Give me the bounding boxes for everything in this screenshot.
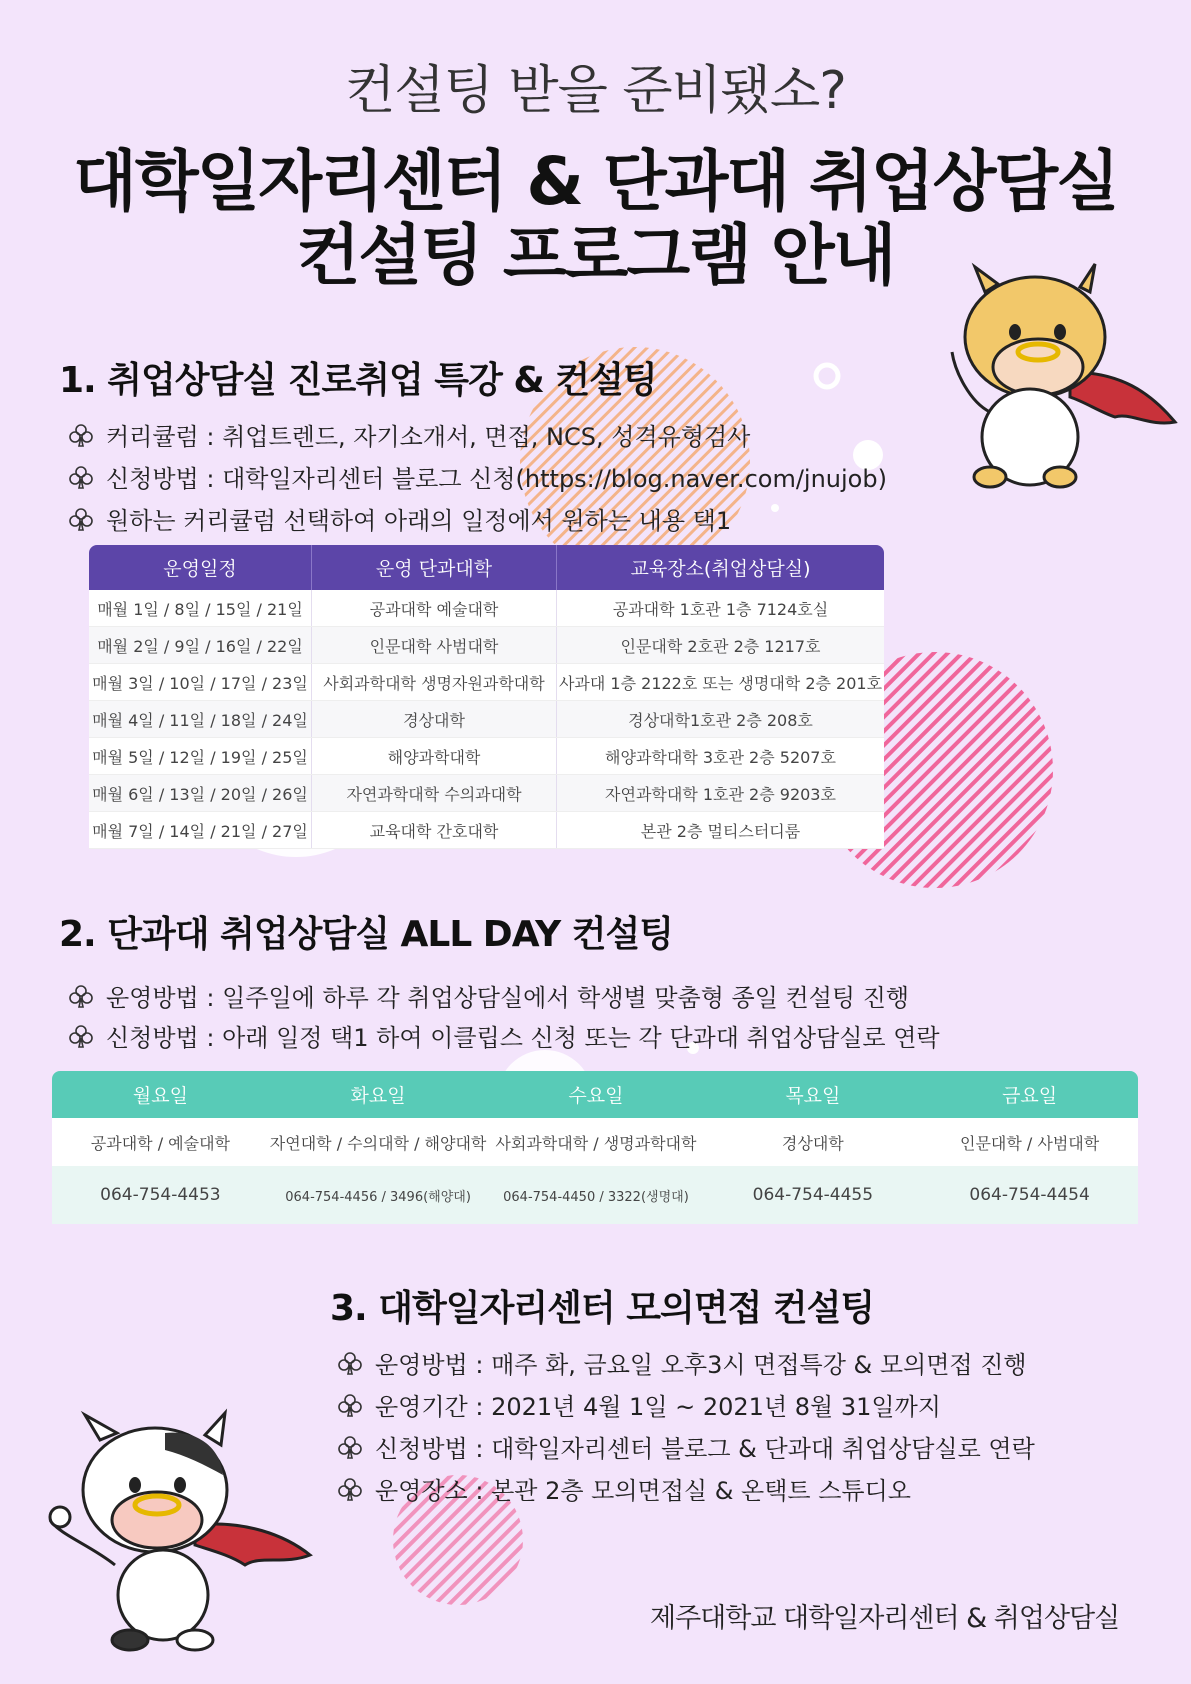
bullet-text: 원하는 커리큘럼 선택하여 아래의 일정에서 원하는 내용 택1 xyxy=(106,507,732,535)
table-cell: 사회과학대학 생명자원과학대학 xyxy=(312,664,557,701)
table-row xyxy=(89,701,884,738)
club-icon xyxy=(68,422,94,448)
table-cell: 064-754-4450 / 3322(생명대) xyxy=(487,1166,704,1224)
table-header: 월요일 xyxy=(52,1071,269,1118)
table-cell: 자연대학 / 수의대학 / 해양대학 xyxy=(269,1118,488,1166)
table-cell: 경상대학 xyxy=(705,1118,922,1166)
poster-title-line1: 대학일자리센터 & 단과대 취업상담실 xyxy=(73,143,1118,220)
table-cell: 해양과학대학 3호관 2층 5207호 xyxy=(557,738,885,775)
table-cell: 인문대학 2호관 2층 1217호 xyxy=(557,627,885,664)
table-cell: 사회과학대학 / 생명과학대학 xyxy=(487,1118,704,1166)
table-cell: 교육대학 간호대학 xyxy=(312,812,557,849)
table-row xyxy=(89,664,884,701)
table-cell: 인문대학 사범대학 xyxy=(312,627,557,664)
section3-title: 3. 대학일자리센터 모의면접 컨설팅 xyxy=(330,1288,875,1329)
table-cell: 본관 2층 멀티스터디룸 xyxy=(557,812,885,849)
table-cell: 매월 6일 / 13일 / 20일 / 26일 xyxy=(89,775,312,812)
section1-bullet xyxy=(68,501,731,536)
section1-bullet xyxy=(68,459,887,494)
table-cell: 공과대학 1호관 1층 7124호실 xyxy=(557,590,885,627)
table-row xyxy=(89,812,884,849)
poster-subtitle: 컨설팅 받을 준비됐소? xyxy=(345,61,846,121)
table-cell: 매월 2일 / 9일 / 16일 / 22일 xyxy=(89,627,312,664)
bullet-text: 신청방법 : 아래 일정 택1 하여 이클립스 신청 또는 각 단과대 취업상담실로 연락 xyxy=(106,1024,940,1052)
club-icon xyxy=(68,464,94,490)
table-cell: 인문대학 / 사범대학 xyxy=(921,1118,1138,1166)
table-header: 목요일 xyxy=(705,1071,922,1118)
poster-title-line2: 컨설팅 프로그램 안내 xyxy=(296,217,895,294)
allday-table xyxy=(52,1071,1138,1224)
section3-bullet xyxy=(337,1429,1035,1464)
schedule-table xyxy=(89,545,884,849)
table-cell: 매월 7일 / 14일 / 21일 / 27일 xyxy=(89,812,312,849)
table-row xyxy=(52,1166,1138,1224)
table-row xyxy=(52,1118,1138,1166)
table-header: 운영일정 xyxy=(89,545,312,590)
club-icon xyxy=(337,1350,363,1376)
section3-bullet xyxy=(337,1387,941,1422)
section1-title: 1. 취업상담실 진로취업 특강 & 컨설팅 xyxy=(59,360,657,401)
table-row xyxy=(89,590,884,627)
cow-mascot xyxy=(950,262,1180,492)
club-icon xyxy=(68,983,94,1009)
bullet-text: 운영방법 : 매주 화, 금요일 오후3시 면접특강 & 모의면접 진행 xyxy=(375,1351,1027,1379)
table-cell: 공과대학 / 예술대학 xyxy=(52,1118,269,1166)
table-header: 교육장소(취업상담실) xyxy=(557,545,885,590)
table-cell: 매월 5일 / 12일 / 19일 / 25일 xyxy=(89,738,312,775)
bullet-text: 운영장소 : 본관 2층 모의면접실 & 온택트 스튜디오 xyxy=(375,1477,911,1505)
club-icon xyxy=(337,1476,363,1502)
section2-bullet xyxy=(68,1018,940,1053)
table-cell: 경상대학1호관 2층 208호 xyxy=(557,701,885,738)
table-row xyxy=(89,627,884,664)
bullet-text: 운영기간 : 2021년 4월 1일 ~ 2021년 8월 31일까지 xyxy=(375,1393,941,1421)
table-header: 운영 단과대학 xyxy=(312,545,557,590)
section3-bullet xyxy=(337,1471,911,1506)
section2-bullet xyxy=(68,978,909,1013)
table-cell: 자연과학대학 1호관 2층 9203호 xyxy=(557,775,885,812)
table-cell: 경상대학 xyxy=(312,701,557,738)
section2-title: 2. 단과대 취업상담실 ALL DAY 컨설팅 xyxy=(59,914,674,955)
bullet-text: 신청방법 : 대학일자리센터 블로그 신청(https://blog.naver.com/jnujob) xyxy=(106,465,887,493)
bullet-text: 커리큘럼 : 취업트렌드, 자기소개서, 면접, NCS, 성격유형검사 xyxy=(106,423,751,451)
table-cell: 자연과학대학 수의과대학 xyxy=(312,775,557,812)
section3-bullet xyxy=(337,1345,1027,1380)
table-header: 금요일 xyxy=(921,1071,1138,1118)
table-row xyxy=(89,775,884,812)
bullet-text: 운영방법 : 일주일에 하루 각 취업상담실에서 학생별 맞춤형 종일 컨설팅 진행 xyxy=(106,984,910,1012)
club-icon xyxy=(337,1434,363,1460)
table-cell: 064-754-4454 xyxy=(921,1166,1138,1224)
table-cell: 064-754-4456 / 3496(해양대) xyxy=(269,1166,488,1224)
table-cell: 매월 4일 / 11일 / 18일 / 24일 xyxy=(89,701,312,738)
table-cell: 064-754-4455 xyxy=(705,1166,922,1224)
table-cell: 사과대 1층 2122호 또는 생명대학 2층 201호 xyxy=(557,664,885,701)
table-cell: 공과대학 예술대학 xyxy=(312,590,557,627)
table-row xyxy=(89,738,884,775)
table-header: 화요일 xyxy=(269,1071,488,1118)
table-cell: 064-754-4453 xyxy=(52,1166,269,1224)
section1-bullet xyxy=(68,417,750,452)
table-cell: 매월 3일 / 10일 / 17일 / 23일 xyxy=(89,664,312,701)
table-cell: 매월 1일 / 8일 / 15일 / 21일 xyxy=(89,590,312,627)
club-icon xyxy=(337,1392,363,1418)
table-cell: 해양과학대학 xyxy=(312,738,557,775)
club-icon xyxy=(68,1023,94,1049)
table-header: 수요일 xyxy=(487,1071,704,1118)
footer-organization: 제주대학교 대학일자리센터 & 취업상담실 xyxy=(650,1603,1120,1634)
club-icon xyxy=(68,506,94,532)
cow-mascot xyxy=(45,1405,315,1655)
bullet-text: 신청방법 : 대학일자리센터 블로그 & 단과대 취업상담실로 연락 xyxy=(375,1435,1035,1463)
